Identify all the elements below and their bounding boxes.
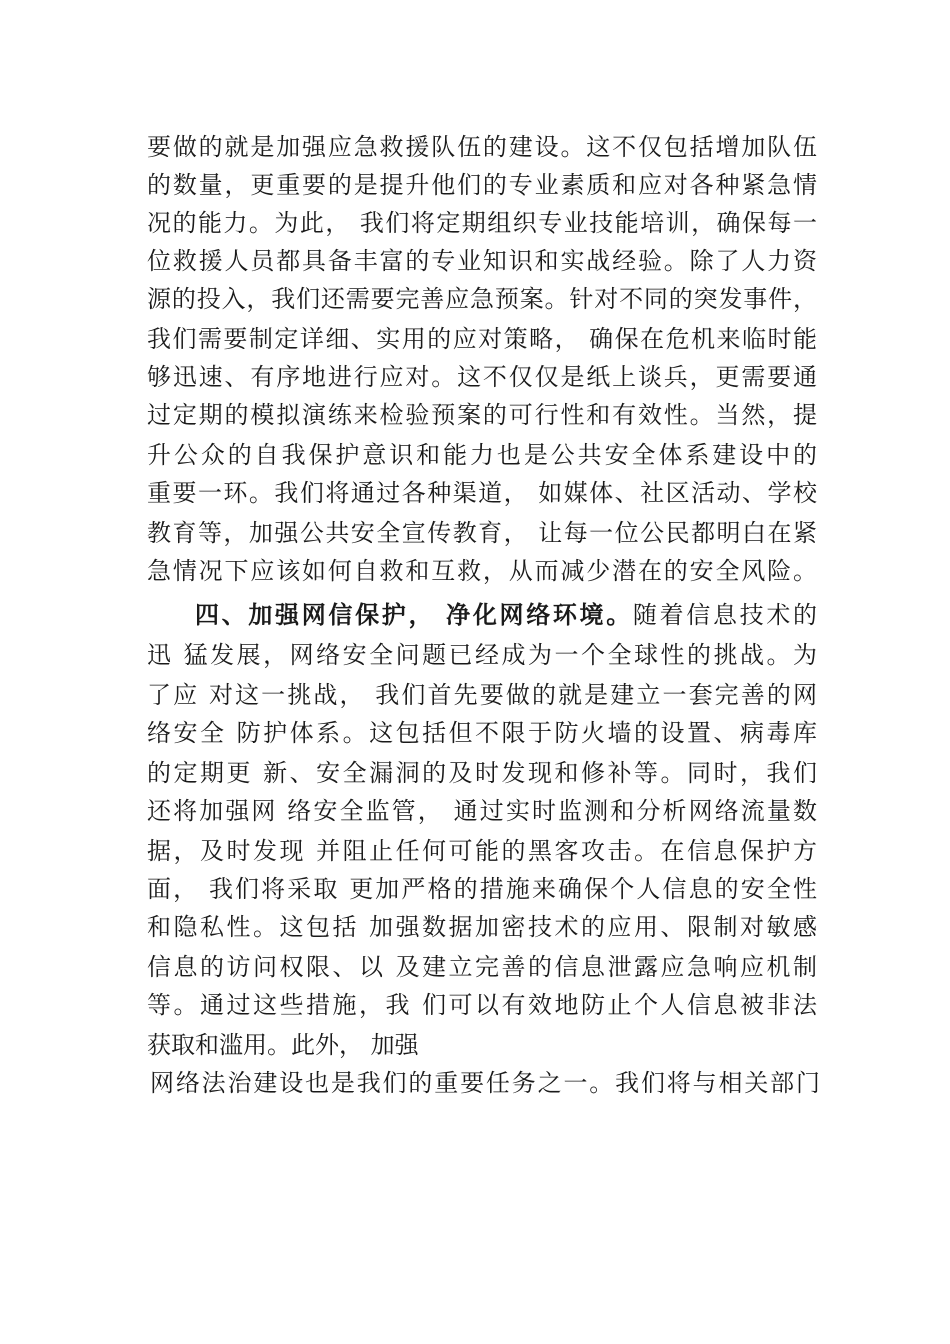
paragraph-continuation: 网络法治建设也是我们的重要任务之一。我们将与相关部门 — [150, 1069, 820, 1097]
paragraph-line: 的定期更 新、安全漏洞的及时发现和修补等。同时，我们 — [147, 759, 817, 787]
paragraph-line: 过定期的模拟演练来检验预案的可行性和有效性。当然，提 — [147, 401, 817, 429]
section-heading: 四、加强网信保护， 净化网络环境。 — [195, 600, 633, 629]
paragraph-line: 升公众的自我保护意识和能力也是公共安全体系建设中的 — [147, 441, 817, 469]
paragraph-line: 况的能力。为此， 我们将定期组织专业技能培训，确保每一 — [147, 209, 817, 237]
paragraph-line: 教育等，加强公共安全宣传教育， 让每一位公民都明白在紧 — [147, 519, 817, 547]
paragraph-line: 位救援人员都具备丰富的专业知识和实战经验。除了人力资 — [147, 247, 817, 275]
paragraph-line: 急情况下应该如何自救和互救，从而减少潜在的安全风险。 — [147, 557, 817, 585]
paragraph-line: 迅 猛发展，网络安全问题已经成为一个全球性的挑战。为 — [147, 641, 817, 669]
paragraph-line: 据，及时发现 并阻止任何可能的黑客攻击。在信息保护方 — [147, 837, 817, 865]
paragraph-line: 络安全 防护体系。这包括但不限于防火墙的设置、病毒库 — [147, 719, 817, 747]
paragraph-line: 面， 我们将采取 更加严格的措施来确保个人信息的安全性 — [147, 875, 817, 903]
section-heading-line — [195, 600, 817, 630]
paragraph-line: 重要一环。我们将通过各种渠道， 如媒体、社区活动、学校 — [147, 479, 817, 507]
paragraph-line: 的数量，更重要的是提升他们的专业素质和应对各种紧急情 — [147, 171, 817, 199]
paragraph-line: 等。通过这些措施，我 们可以有效地防止个人信息被非法 — [147, 991, 817, 1019]
paragraph-line: 和隐私性。这包括 加强数据加密技术的应用、限制对敏感 — [147, 913, 817, 941]
paragraph-line: 还将加强网 络安全监管， 通过实时监测和分析网络流量数 — [147, 797, 817, 825]
paragraph-line: 源的投入，我们还需要完善应急预案。针对不同的突发事件， — [147, 285, 817, 313]
paragraph-line: 我们需要制定详细、实用的应对策略， 确保在危机来临时能 — [147, 325, 817, 353]
paragraph-line: 了应 对这一挑战， 我们首先要做的就是建立一套完善的网 — [147, 681, 817, 709]
paragraph-line: 要做的就是加强应急救援队伍的建设。这不仅包括增加队伍 — [147, 133, 817, 161]
paragraph-line: 获取和滥用。此外， 加强 — [147, 1031, 419, 1059]
paragraph-line: 信息的访问权限、以 及建立完善的信息泄露应急响应机制 — [147, 953, 817, 981]
paragraph-line: 够迅速、有序地进行应对。这不仅仅是纸上谈兵，更需要通 — [147, 363, 817, 391]
heading-line-rest: 随着信息技术的 — [632, 601, 817, 629]
